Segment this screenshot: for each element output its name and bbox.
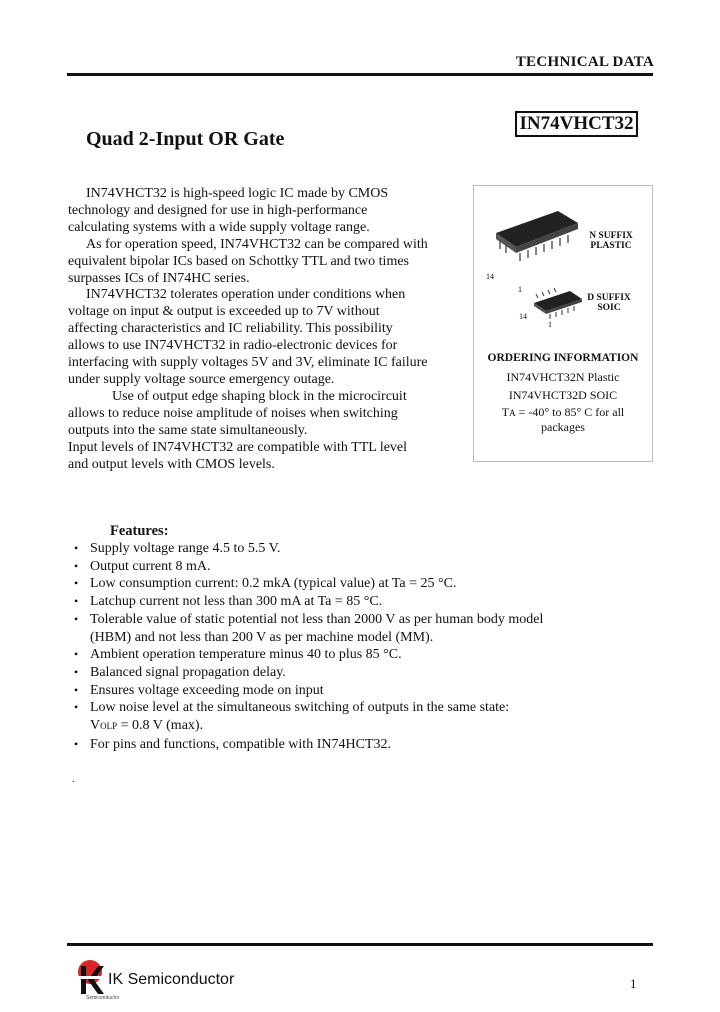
package-illustration (478, 195, 588, 335)
ordering-line-2: IN74VHCT32D SOIC (508, 388, 618, 402)
d-type-text: SOIC (597, 303, 621, 313)
ordering-line-1: IN74VHCT32N Plastic (506, 370, 620, 384)
temp-rest: = -40° to 85° C for all (515, 405, 625, 419)
ordering-temp-line-2: packages (541, 420, 585, 434)
top-rule (67, 73, 653, 76)
feature-item: • Latchup current not less than 300 mA at Ta = 85 °C. (74, 594, 383, 610)
volp-prefix: V (90, 718, 101, 734)
desc-paragraph-1: IN74VHCT32 is high-speed logic IC made by CMOS technology and designed for use in high-performance calculating systems with a wide supply voltage range. (68, 186, 389, 235)
features-heading: Features: (110, 523, 169, 539)
bottom-rule (67, 943, 653, 946)
feature-item: • Output current 8 mA. (74, 558, 211, 574)
feature-item: • Low consumption current: 0.2 mkA (typical value) at Ta = 25 °C. (74, 576, 457, 592)
pin-14-label-dip: 14 (486, 272, 494, 281)
stray-mark: . (72, 774, 75, 785)
desc-paragraph-4: Use of output edge shaping block in the microcircuit allows to reduce noise amplitude of noises when switching outputs into the same state simultaneously. (68, 388, 407, 438)
d-suffix-text: D SUFFIX (587, 293, 631, 303)
pin-1-label-soic: 1 (548, 320, 552, 329)
n-type-text: PLASTIC (590, 241, 632, 251)
features-list (72, 540, 572, 753)
logo-subtext: Semiconductor (86, 995, 120, 1001)
d-suffix-label (580, 293, 638, 313)
desc-paragraph-5: Input levels of IN74VHCT32 are compatible with TTL level and output levels with CMOS levels. (68, 439, 408, 472)
temp-subscript: A (509, 408, 516, 418)
feature-item: • Ensures voltage exceeding mode on input (74, 682, 324, 698)
n-suffix-text: N SUFFIX (589, 231, 633, 241)
feature-item: • Low noise level at the simultaneous switching of outputs in the same state: VOLP = 0.8 V (max). (74, 700, 510, 734)
page-number: 1 (630, 976, 637, 991)
soic-package-icon (534, 288, 582, 319)
volp-subscript: OLP (100, 721, 118, 732)
volp-rest: = 0.8 V (max). (117, 718, 204, 734)
description (68, 186, 428, 473)
company-name: IK Semiconductor (108, 971, 235, 988)
feature-item: • Ambient operation temperature minus 40 to plus 85 °C. (74, 647, 402, 663)
dip-package-icon (496, 211, 578, 261)
ik-logo-icon (74, 958, 106, 998)
feature-item: • Supply voltage range 4.5 to 5.5 V. (74, 541, 281, 556)
feature-item: • For pins and functions, compatible with IN74HCT32. (74, 736, 391, 752)
ordering-heading: ORDERING INFORMATION (487, 352, 639, 364)
desc-paragraph-3: IN74VHCT32 tolerates operation under conditions when voltage on input & output is exceeded up to 7V without affecting characteristics and IC reliability. This possibility allows to use IN74VHCT32 in radio-electronic devices for interfacing with supply voltages 5V and 3V, eliminate IC failure under supply voltage source emergency outage. (68, 287, 428, 387)
ordering-temp-line (473, 405, 653, 420)
desc-paragraph-2: As for operation speed, IN74VHCT32 can be compared with equivalent bipolar ICs based on Schottky TTL and two times surpasses ICs of IN74HC series. (68, 236, 428, 286)
pin-1-label-dip: 1 (518, 285, 522, 294)
temp-prefix: T (501, 405, 510, 419)
feature-item: • Balanced signal propagation delay. (74, 664, 286, 680)
feature-item: • Tolerable value of static potential not less than 2000 V as per human body model (HBM) and not less than 200 V as per machine model (MM). (74, 611, 544, 645)
part-number-box: IN74VHCT32 (515, 111, 638, 137)
header-label: TECHNICAL DATA (515, 54, 654, 70)
pin-14-label-soic: 14 (519, 312, 527, 321)
n-suffix-label (582, 231, 640, 251)
page-title: Quad 2-Input OR Gate (86, 128, 285, 150)
